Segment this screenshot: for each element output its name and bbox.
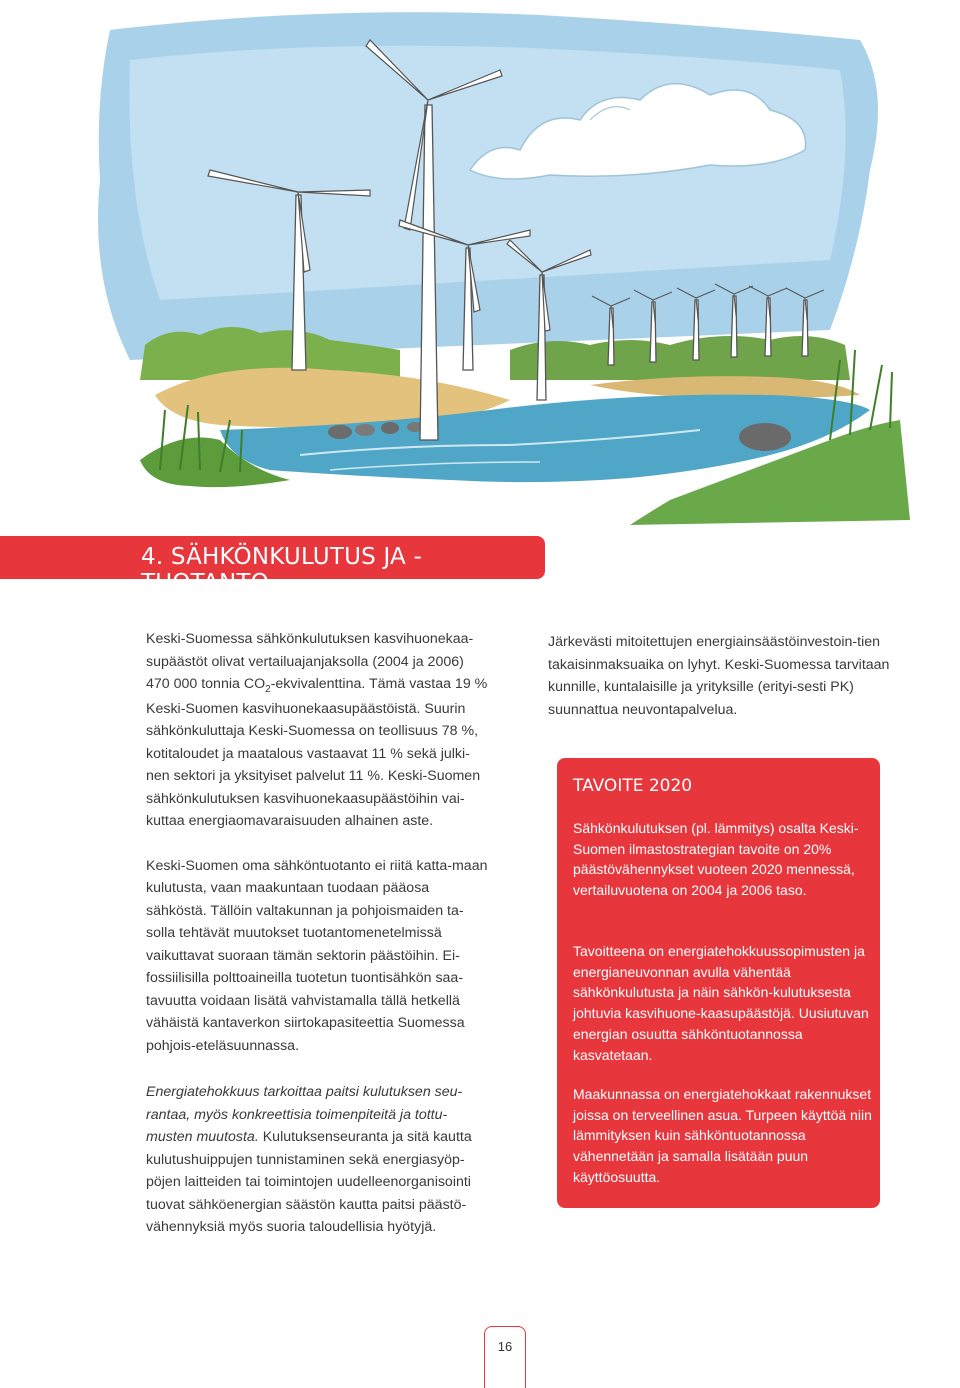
efficiency-definition: Energiatehokkuus tarkoittaa paitsi kulutuksen seu-rantaa, myös konkreettisia toimenpiteitä ja tottu-musten muutosta.	[146, 1084, 463, 1145]
subscript-2: 2	[265, 684, 271, 695]
right-column	[548, 631, 900, 721]
page-number: 16	[497, 1339, 513, 1354]
goal-2020-box	[557, 758, 880, 1208]
section-heading-bar	[0, 536, 545, 596]
left-column	[146, 628, 491, 1239]
paragraph-efficiency: Energiatehokkuus tarkoittaa paitsi kulutuksen seu-rantaa, myös konkreettisia toimenpiteitä ja tottu-musten muutosta. Kulutuksenseuranta ja sitä kautta kulutushuippujen tunnistaminen sekä energiasyöp-pöjen laitteiden tai toimintojen uudelleenorganisointi tuovat sähköenergian säästön kautta paitsi päästö-vähennyksiä myös suoria taloudellisia hyötyjä.	[146, 1084, 472, 1235]
wind-turbine-illustration	[70, 0, 920, 530]
paragraph-investments: Järkevästi mitoitettujen energiainsäästöinvestoin-tien takaisinmaksuaika on lyhyt. Keski-Suomessa tarvitaan kunnille, kuntalaisille ja yrityksille (erityi-sesti PK) suunnattua neuvontapalvelua.	[548, 634, 890, 718]
page-number-tab	[484, 1326, 526, 1388]
section-heading: 4. SÄHKÖNKULUTUS JA -TUOTANTO	[141, 544, 422, 596]
goal-title: TAVOITE 2020	[573, 776, 693, 796]
paragraph-emissions: Keski-Suomessa sähkönkulutuksen kasvihuonekaa-supäästöt olivat vertailuajanjaksolla (2004 ja 2006) 470 000 tonnia $CO_2$-ekvivalenttina. Tämä vastaa 19 % Keski-Suomen kasvihuonekaasupäästöistä. Suurin sähkönkuluttaja Keski-Suomessa on teollisuus 78 %, kotitaloudet ja maatalous vastaavat 11 % sekä julki-nen sektori ja yksityiset palvelut 11 %. Keski-Suomen sähkönkulutuksen kasvihuonekaasupäästöihin vai-kuttaa energiaomavaraisuuden alhainen aste.	[146, 631, 488, 829]
goal-paragraph-2: Tavoitteena on energiatehokkuussopimusten ja energianeuvonnan avulla vähentää sähkönkulutusta ja näin sähkön-kulutuksesta johtuvia kasvihuone-kaasupäästöjä. Uusiutuvan energian osuutta sähköntuotannossa kasvatetaan.	[573, 943, 869, 1063]
paragraph-production: Keski-Suomen oma sähköntuotanto ei riitä katta-maan kulutusta, vaan maakuntaan tuodaan pääosa sähköstä. Tällöin valtakunnan ja pohjoismaiden ta-solla tehtävät muutokset tuotantomenetelmissä vaikuttavat suoraan tämän sektorin päästöihin. Ei-fossiilisilla polttoaineilla tuotetun tuontisähkön saa-tavuutta voidaan lisätä vahvistamalla tällä hetkellä vähäistä kantaverkon siirtokapasiteettia Suomessa pohjois-eteläsuunnassa.	[146, 857, 488, 1054]
goal-paragraph-3: Maakunnassa on energiatehokkaat rakennukset joissa on terveellinen asua. Turpeen käyttöä niin lämmityksen kuin sähköntuotannossa vähennetään ja samalla lisätään puun käyttöosuutta.	[573, 1086, 872, 1185]
goal-paragraph-1: Sähkönkulutuksen (pl. lämmitys) osalta Keski-Suomen ilmastostrategian tavoite on 20% päästövähennykset vuoteen 2020 mennessä, vertailuvuotena on 2004 ja 2006 taso.	[573, 820, 859, 899]
